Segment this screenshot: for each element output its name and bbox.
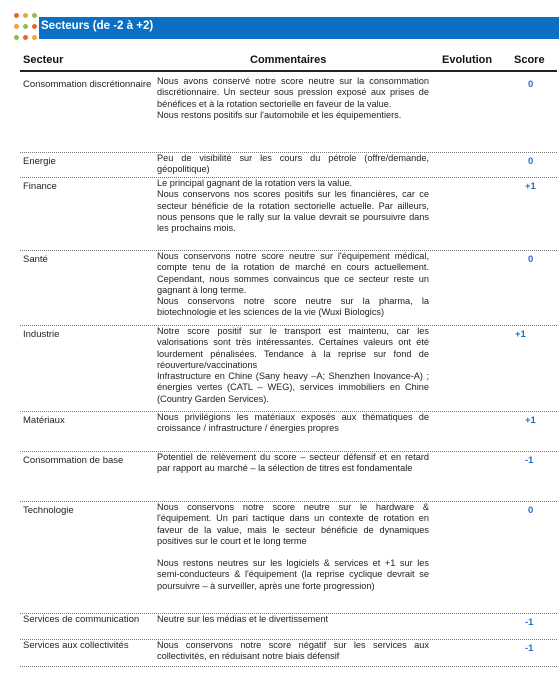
sector-name: Matériaux: [23, 415, 65, 426]
sector-score: -1: [525, 455, 534, 466]
column-header-sector: Secteur: [23, 54, 64, 66]
sector-name: Energie: [23, 156, 56, 167]
table-row: [20, 411, 557, 452]
sector-name: Consommation de base: [23, 455, 124, 466]
logo-icon: [10, 10, 42, 44]
section-header: [10, 8, 559, 46]
sector-name: Services aux collectivités: [23, 640, 129, 651]
sector-comment: Notre score positif sur le transport est maintenu, car les valorisations sont très intéressantes. Certaines valeurs ont été lourdement pénalisées. Tendance à la reprise sur fond de réouverture/vaccinations Infrastructure en Chine (Sany heavy –A; Shenzhen Inovance-A) ; énergies vertes (CATL – WEG), services immobiliers en Chine (Country Garden Services).: [157, 326, 429, 404]
sector-name: Services de communication: [23, 614, 140, 625]
table-row: [20, 613, 557, 640]
sector-score: +1: [525, 181, 536, 192]
sector-name: Technologie: [23, 505, 74, 516]
table-row: [20, 325, 557, 412]
sector-comment: Potentiel de relèvement du score – secteur défensif et en retard par rapport au marché – la sélection de titres est fondamentale: [157, 452, 429, 474]
sector-name: Industrie: [23, 329, 60, 340]
table-row: [20, 75, 557, 153]
sector-name: Consommation discrétionnaire: [23, 79, 152, 90]
table-row: [20, 639, 557, 667]
table-header: [20, 51, 557, 72]
title-bar: [39, 17, 559, 39]
sector-score: 0: [528, 254, 534, 265]
table-row: [20, 177, 557, 251]
sector-name: Finance: [23, 181, 57, 192]
sector-comment: Nous conservons notre score négatif sur les services aux collectivités, en réduisant notre biais défensif: [157, 640, 429, 662]
sector-comment: Nous privilégions les matériaux exposés aux thématiques de croissance / infrastructure / énergies propres: [157, 412, 429, 434]
sector-comment: Le principal gagnant de la rotation vers la value. Nous conservons nos scores positifs sur les financières, car ce secteur bénéficie de la rotation sectorielle actuelle. Par ailleurs, nous pensons que le rally sur la value devrait se poursuivre dans les prochains mois.: [157, 178, 429, 234]
page-title: Secteurs (de -2 à +2): [41, 20, 154, 32]
sector-score: +1: [525, 415, 536, 426]
sector-score: 0: [528, 505, 534, 516]
sector-comment: Nous conservons notre score neutre sur le hardware & l'équipement. Un pari tactique dans un contexte de rotation en faveur de la value, mais le secteur bénéficie de dynamiques positives sur le court et le long terme Nous restons neutres sur les logiciels & services et +1 sur les semi-conducteurs & l'équipement (la reprise cyclique devrait se poursuivre – à surveiller, après une forte progression): [157, 502, 429, 591]
sector-score: 0: [528, 79, 534, 90]
sector-score: +1: [515, 329, 526, 340]
table-row: [20, 451, 557, 502]
column-header-evolution: Evolution: [442, 54, 493, 66]
sector-score: -1: [525, 643, 534, 654]
sector-comment: Neutre sur les médias et le divertissement: [157, 614, 329, 624]
sector-score: -1: [525, 617, 534, 628]
sector-comment: Nous avons conservé notre score neutre sur la consommation discrétionnaire. Un secteur sous pression exposé aux prises de bénéfices et à la rotation sectorielle en faveur de la value. Nous restons positifs sur l'automobile et les équipementiers.: [157, 76, 429, 120]
table-row: [20, 152, 557, 178]
table-row: [20, 250, 557, 326]
sector-comment: Peu de visibilité sur les cours du pétrole (offre/demande, géopolitique): [157, 153, 429, 175]
sector-name: Santé: [23, 254, 48, 265]
column-header-comments: Commentaires: [250, 54, 327, 66]
table-row: [20, 501, 557, 614]
column-header-score: Score: [514, 54, 545, 66]
sector-comment: Nous conservons notre score neutre sur l'équipement médical, compte tenu de la rotation de marché en cours actuellement. Cependant, nous sommes convaincus que ce secteur reste un gagnant à long terme. Nous conservons notre score neutre sur la pharma, la biotechnologie et les sciences de la vie (Wuxi Biologics): [157, 251, 429, 318]
sector-score: 0: [528, 156, 534, 167]
